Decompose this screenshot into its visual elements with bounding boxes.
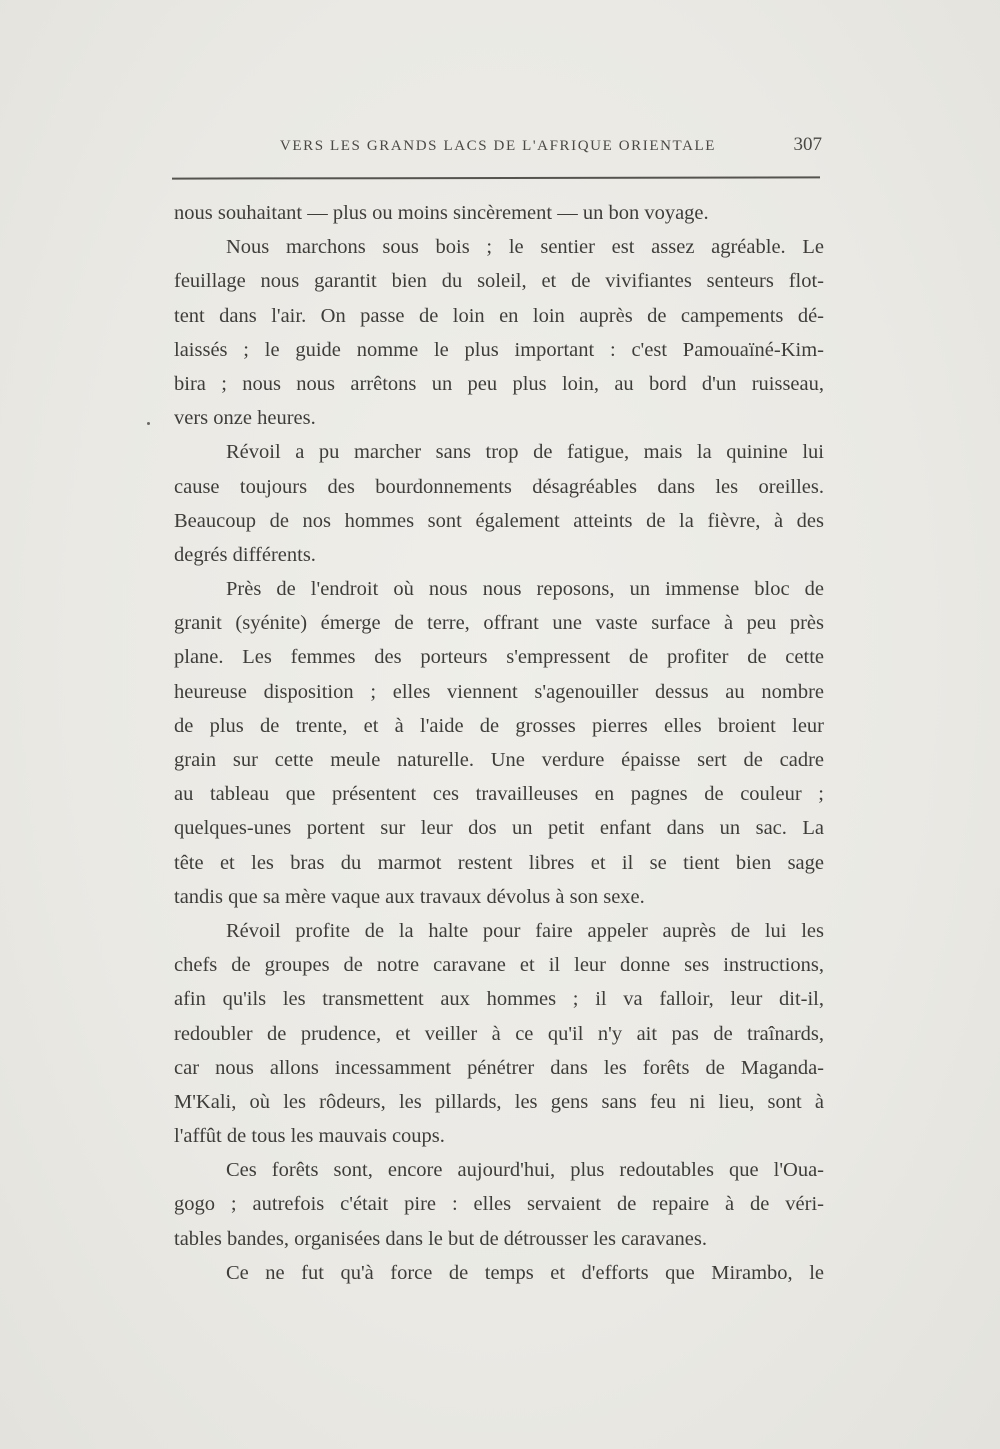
text-line: granit (syénite) émerge de terre, offrant une vaste surface à peu près (174, 612, 824, 635)
header-rule (172, 176, 820, 179)
text-line: Près de l'endroit où nous nous reposons, un immense bloc de (226, 578, 824, 601)
text-line: car nous allons incessamment pénétrer dans les forêts de Maganda- (174, 1056, 824, 1079)
running-head (174, 134, 822, 158)
text-line: Ce ne fut qu'à force de temps et d'efforts que Mirambo, le (226, 1261, 824, 1284)
text-line: feuillage nous garantit bien du soleil, et de vivifiantes senteurs flot- (174, 270, 824, 293)
text-line: afin qu'ils les transmettent aux hommes ; il va falloir, leur dit-il, (174, 988, 824, 1011)
text-line: grain sur cette meule naturelle. Une verdure épaisse sert de cadre (174, 749, 824, 771)
text-line: chefs de groupes de notre caravane et il leur donne ses instructions, (174, 954, 824, 977)
text-line: Révoil a pu marcher sans trop de fatigue, mais la quinine lui (226, 441, 824, 464)
text-line: bira ; nous nous arrêtons un peu plus loin, au bord d'un ruisseau, (174, 372, 824, 395)
text-line: tables bandes, organisées dans le but de détrousser les caravanes. (174, 1227, 708, 1250)
text-line: Nous marchons sous bois ; le sentier est assez agréable. Le (226, 236, 824, 259)
text-line: nous souhaitant — plus ou moins sincèrement — un bon voyage. (174, 202, 709, 224)
text-line: l'affût de tous les mauvais coups. (174, 1125, 445, 1148)
running-title: VERS LES GRANDS LACS DE L'AFRIQUE ORIENTALE (279, 138, 717, 154)
text-line: plane. Les femmes des porteurs s'empressent de profiter de cette (174, 646, 824, 669)
text-line: tête et les bras du marmot restent libres et il se tient bien sage (174, 851, 824, 874)
body-text (174, 196, 824, 1290)
text-line: au tableau que présentent ces travailleuses en pagnes de couleur ; (174, 783, 824, 806)
text-line: cause toujours des bourdonnements désagréables dans les oreilles. (174, 475, 824, 498)
text-line: degrés différents. (174, 543, 316, 566)
text-line: M'Kali, où les rôdeurs, les pillards, les gens sans feu ni lieu, sont à (174, 1090, 824, 1113)
margin-speck (147, 422, 150, 425)
page-number: 307 (793, 134, 822, 155)
text-line: quelques-unes portent sur leur dos un petit enfant dans un sac. La (174, 817, 824, 840)
text-line: de plus de trente, et à l'aide de grosses pierres elles broient leur (174, 714, 824, 737)
text-line: Révoil profite de la halte pour faire appeler auprès de lui les (226, 919, 824, 942)
text-line: laissés ; le guide nomme le plus important : c'est Pamouaïné-Kim- (174, 338, 824, 361)
text-line: redoubler de prudence, et veiller à ce qu'il n'y ait pas de traînards, (174, 1022, 824, 1045)
text-line: vers onze heures. (174, 407, 316, 430)
text-line: Ces forêts sont, encore aujourd'hui, plus redoutables que l'Oua- (226, 1159, 824, 1182)
text-line: gogo ; autrefois c'était pire : elles servaient de repaire à de véri- (174, 1193, 824, 1216)
text-line: Beaucoup de nos hommes sont également atteints de la fièvre, à des (174, 509, 824, 532)
text-line: tent dans l'air. On passe de loin en loin auprès de campements dé- (174, 304, 824, 327)
text-line: heureuse disposition ; elles viennent s'agenouiller dessus au nombre (174, 680, 824, 703)
text-line: tandis que sa mère vaque aux travaux dévolus à son sexe. (174, 885, 645, 908)
